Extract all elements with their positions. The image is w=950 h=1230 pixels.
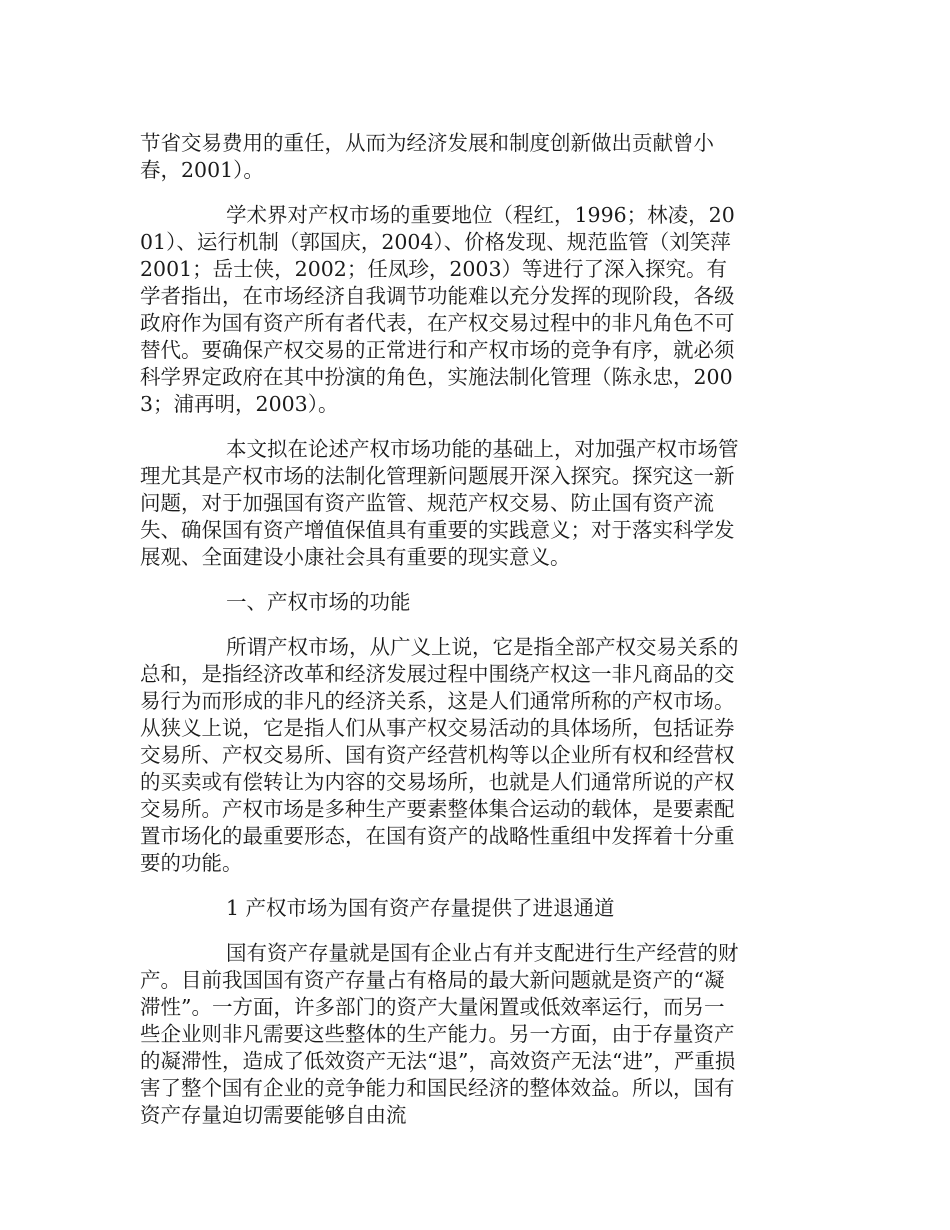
paragraph-asset-stock: 国有资产存量就是国有企业占有并支配进行生产经营的财产。目前我国国有资产存量占有格局的最大新问题就是资产的“凝滞性”。一方面，许多部门的资产大量闲置或低效率运行，而另一些企业则非凡需要这些整体的生产能力。另一方面，由于存量资产的凝滞性，造成了低效资产无法“退”，高效资产无法“进”，严重损害了整个国有企业的竞争能力和国民经济的整体效益。所以，国有资产存量迫切需要能够自由流 — [140, 941, 739, 1127]
section-heading-market-functions: 一、产权市场的功能 — [226, 590, 411, 614]
subsection-heading-exit-channel: 1 产权市场为国有资产存量提供了进退通道 — [226, 896, 615, 920]
paragraph-paper-purpose: 本文拟在论述产权市场功能的基础上，对加强产权市场管理尤其是产权市场的法制化管理新问题展开深入探究。探究这一新问题，对于加强国有资产监管、规范产权交易、防止国有资产流失、确保国有资产增值保值具有重要的实践意义；对于落实科学发展观、全面建设小康社会具有重要的现实意义。 — [140, 437, 739, 569]
paragraph-literature-review: 学术界对产权市场的重要地位（程红，1996；林凌，2001）、运行机制（郭国庆，2004）、价格发现、规范监管（刘笑萍 2001；岳士侠，2002；任凤珍，2003）等进行了深入探究。有学者指出，在市场经济自我调节功能难以充分发挥的现阶段，各级政府作为国有资产所有者代表，在产权交易过程中的非凡角色不可替代。要确保产权交易的正常进行和产权市场的竞争有序，就必须科学界定政府在其中扮演的角色，实施法制化管理（陈永忠，2003；浦再明，2003）。 — [140, 203, 735, 416]
paragraph-continuation: 节省交易费用的重任，从而为经济发展和制度创新做出贡献曾小春，2001）。 — [140, 131, 714, 182]
paragraph-market-definition: 所谓产权市场，从广义上说，它是指全部产权交易关系的总和，是指经济改革和经济发展过程中围绕产权这一非凡商品的交易行为而形成的非凡的经济关系，这是人们通常所称的产权市场。从狭义上说，它是指人们从事产权交易活动的具体场所，包括证券交易所、产权交易所、国有资产经营机构等以企业所有权和经营权的买卖或有偿转让为内容的交易场所，也就是人们通常所说的产权交易所。产权市场是多种生产要素整体集合运动的载体，是要素配置市场化的最重要形态，在国有资产的战略性重组中发挥着十分重要的功能。 — [140, 635, 739, 875]
document-body — [140, 130, 740, 1147]
